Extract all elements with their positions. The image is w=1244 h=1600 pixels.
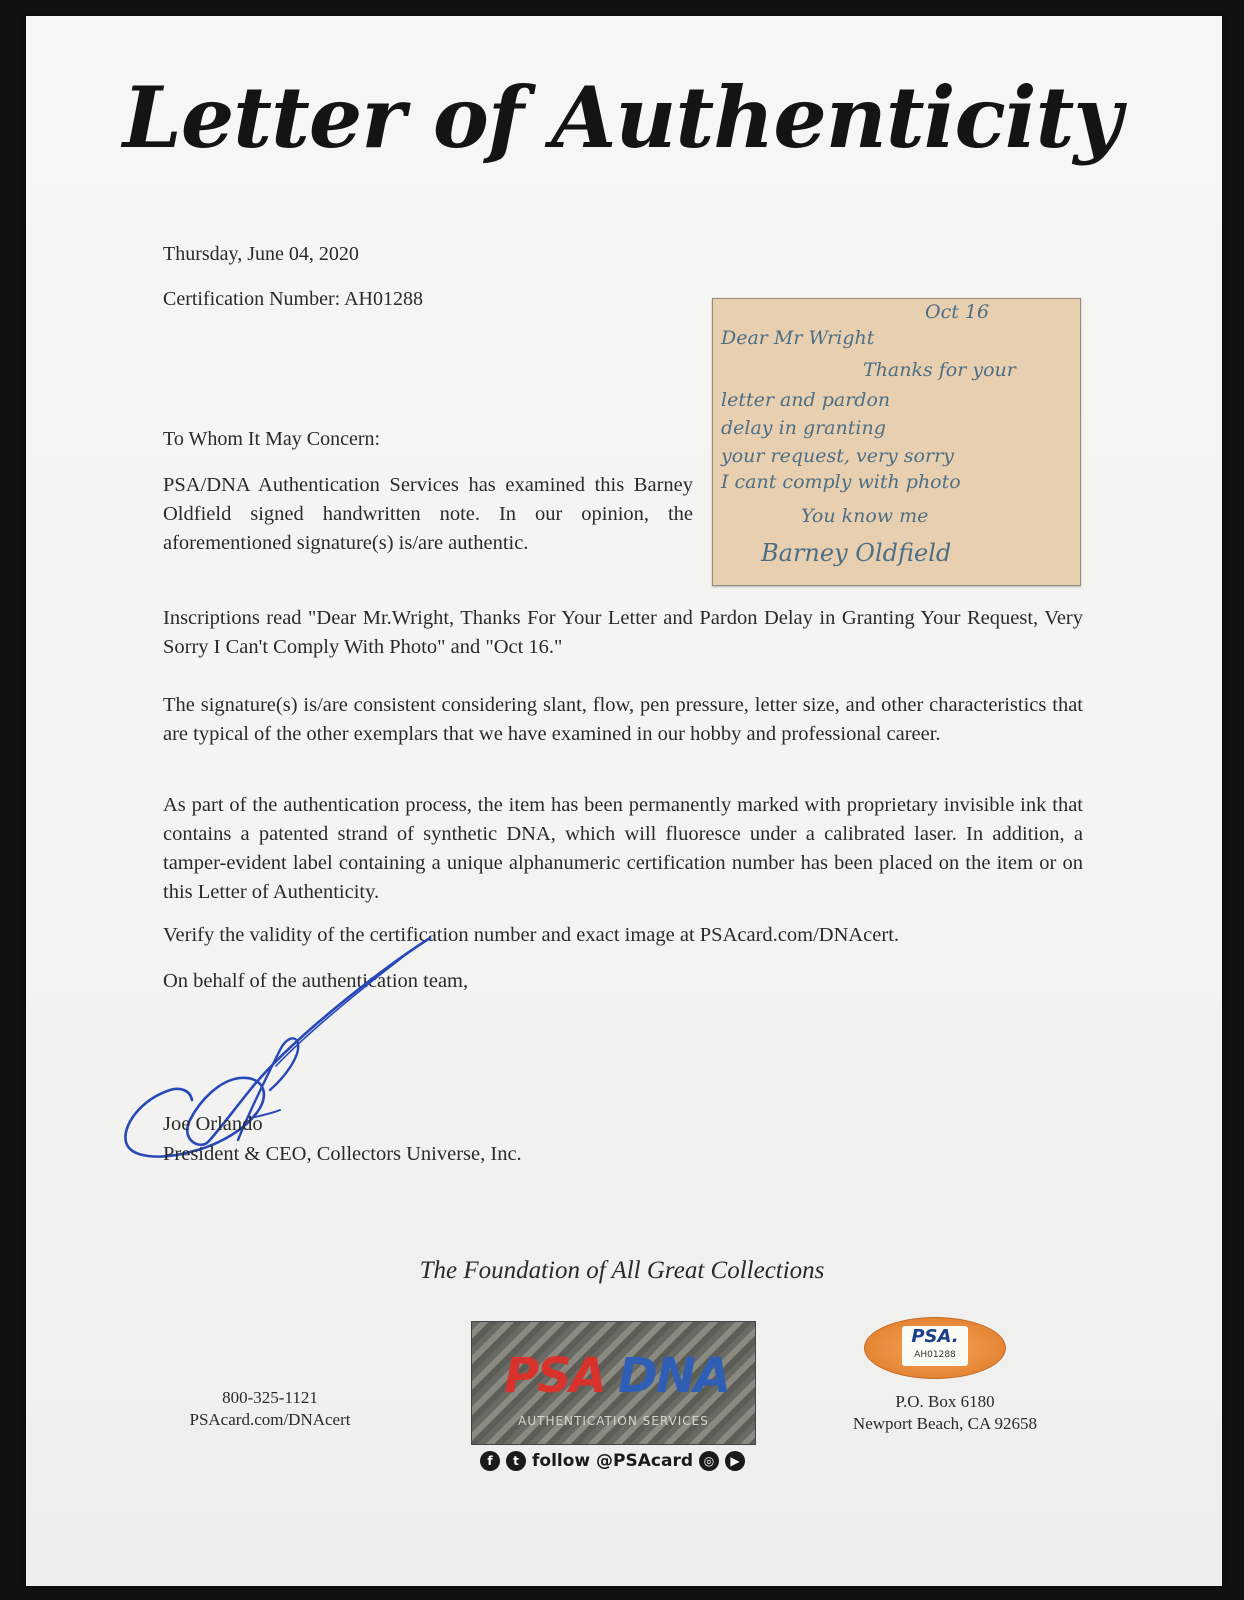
psa-cert-sticker	[864, 1317, 1006, 1379]
note-line: letter and pardon	[721, 389, 891, 411]
address-block	[830, 1391, 1060, 1435]
signer-name: Joe Orlando	[163, 1113, 263, 1135]
paragraph-inscriptions: Inscriptions read "Dear Mr.Wright, Thanks For Your Letter and Pardon Delay in Granting Your Request, Very Sorry I Can't Comply With Photo" and "Oct 16."	[163, 607, 1083, 658]
instagram-icon: ◎	[699, 1451, 719, 1471]
sticker-label	[902, 1326, 968, 1366]
psa-dna-hologram	[471, 1321, 756, 1445]
paragraph-closing: On behalf of the authentication team,	[163, 970, 469, 992]
salutation: To Whom It May Concern:	[163, 428, 381, 450]
hologram-psa-text: PSA	[504, 1348, 605, 1404]
paragraph-consistency: The signature(s) is/are consistent considering slant, flow, pen pressure, letter size, and other characteristics that are typical of the other exemplars that we have examined in our hobby and professional career.	[163, 694, 1083, 745]
hologram-dna-text: DNA	[618, 1348, 730, 1404]
contact-block	[150, 1387, 390, 1431]
facebook-icon: f	[480, 1451, 500, 1471]
note-signature: Barney Oldfield	[761, 539, 952, 567]
note-line: You know me	[801, 505, 929, 527]
social-follow	[480, 1451, 745, 1471]
letter-title: Letter of Authenticity	[122, 68, 1122, 167]
paragraph-dna-process: As part of the authentication process, the item has been permanently marked with proprietary invisible ink that contains a patented strand of synthetic DNA, which will fluoresce under a calibrated laser. In addition, a tamper-evident label containing a unique alphanumeric certification number has been placed on the item or on this Letter of Authenticity.	[163, 794, 1083, 903]
certification-number: Certification Number: AH01288	[163, 288, 423, 310]
footer-tagline: The Foundation of All Great Collections	[419, 1257, 825, 1284]
note-line: delay in granting	[721, 417, 886, 439]
website-link: PSAcard.com/DNAcert	[189, 1410, 351, 1429]
po-box: P.O. Box 6180	[895, 1392, 995, 1411]
note-line: your request, very sorry	[721, 445, 954, 467]
signer-role: President & CEO, Collectors Universe, Inc.	[163, 1143, 522, 1165]
paragraph-verify: Verify the validity of the certification number and exact image at PSAcard.com/DNAcert.	[163, 924, 900, 946]
note-line: Thanks for your	[863, 359, 1016, 381]
note-line: Dear Mr Wright	[721, 327, 875, 349]
youtube-icon: ▶	[725, 1451, 745, 1471]
sticker-brand: PSA.	[911, 1326, 959, 1347]
note-line: I cant comply with photo	[721, 471, 961, 493]
sticker-cert-number: AH01288	[914, 1350, 956, 1360]
paragraph-examined: PSA/DNA Authentication Services has examined this Barney Oldfield signed handwritten note. In our opinion, the aforementioned signature(s) is/are authentic.	[163, 474, 693, 554]
twitter-icon: t	[506, 1451, 526, 1471]
hologram-subtitle: AUTHENTICATION SERVICES	[518, 1414, 709, 1428]
note-line: Oct 16	[925, 301, 990, 323]
letter-date: Thursday, June 04, 2020	[163, 243, 359, 265]
handwritten-note-card	[712, 298, 1081, 586]
follow-handle: follow @PSAcard	[532, 1451, 693, 1471]
phone-number: 800-325-1121	[222, 1388, 318, 1407]
city-state-zip: Newport Beach, CA 92658	[852, 1414, 1038, 1433]
